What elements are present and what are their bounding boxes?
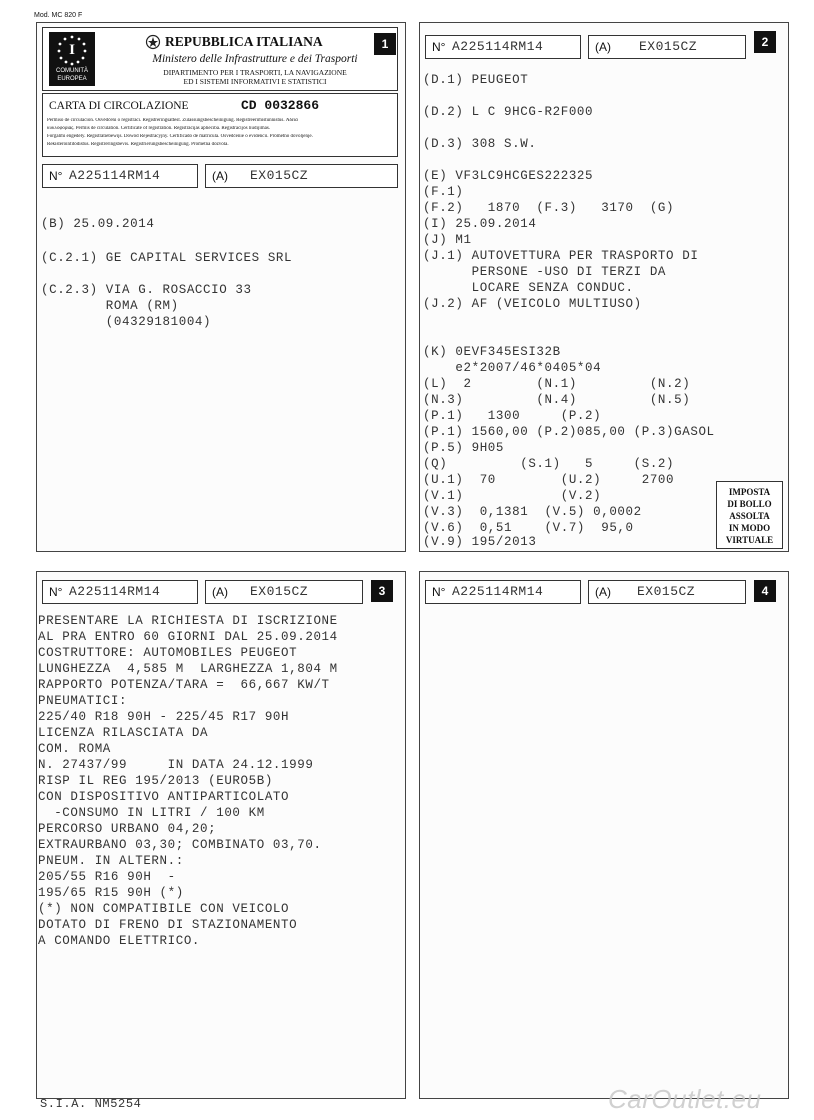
plate-box <box>205 164 398 188</box>
content-line: (V.9) 195/2013 <box>423 535 537 549</box>
registration-number-label: N° <box>49 169 63 183</box>
page-3-content <box>38 614 402 954</box>
page-2-panel <box>419 22 789 552</box>
content-line: LICENZA RILASCIATA DA <box>38 726 209 740</box>
content-line: (L) 2 (N.1) (N.2) <box>423 377 691 391</box>
content-line: (C.2.3) VIA G. ROSACCIO 33 <box>41 283 252 297</box>
content-line: (V.3) 0,1381 (V.5) 0,0002 <box>423 505 642 519</box>
document-title-box <box>42 93 398 157</box>
content-line: PERCORSO URBANO 04,20; <box>38 822 217 836</box>
content-line: COM. ROMA <box>38 742 111 756</box>
content-line: (04329181004) <box>41 315 212 329</box>
content-line: (F.1) <box>423 185 464 199</box>
page-3-panel <box>36 571 406 1099</box>
content-line: (I) 25.09.2014 <box>423 217 537 231</box>
content-line: RAPPORTO POTENZA/TARA = 66,667 KW/T <box>38 678 330 692</box>
plate-value: EX015CZ <box>639 39 698 54</box>
registration-number-value: A225114RM14 <box>69 168 161 183</box>
plate-box <box>205 580 363 604</box>
stamp-line: VIRTUALE <box>725 535 774 545</box>
content-line: PRESENTARE LA RICHIESTA DI ISCRIZIONE <box>38 614 338 628</box>
content-line: (D.1) PEUGEOT <box>423 73 529 87</box>
model-code: Mod. MC 820 F <box>34 12 83 19</box>
content-line: A COMANDO ELETTRICO. <box>38 934 201 948</box>
content-line: (B) 25.09.2014 <box>41 217 155 231</box>
content-line: EXTRAURBANO 03,30; COMBINATO 03,70. <box>38 838 322 852</box>
document-title: CARTA DI CIRCOLAZIONE <box>49 100 189 112</box>
page-number-4: 4 <box>754 580 776 602</box>
stamp-line: IN MODO <box>728 523 771 533</box>
multilingual-line-3: Forgalmi engedély. Registratiebewijs. Dowód Rejestracyjny. Certificado de matrícula. Osvedčenie o evidencii. Prometno dovoljenje. <box>47 134 313 139</box>
plate-label: (A) <box>595 40 611 54</box>
department-line-2: ED I SISTEMI INFORMATIVI E STATISTICI <box>183 77 327 86</box>
content-line: (C.2.1) GE CAPITAL SERVICES SRL <box>41 251 293 265</box>
content-line: N. 27437/99 IN DATA 24.12.1999 <box>38 758 314 772</box>
content-line: (K) 0EVF345ESI32B <box>423 345 561 359</box>
stamp-line: ASSOLTA <box>729 511 770 521</box>
plate-value: EX015CZ <box>250 584 309 599</box>
plate-label: (A) <box>595 585 611 599</box>
document-number: CD 0032866 <box>241 98 320 113</box>
registration-number-box <box>425 35 581 59</box>
page-1-content <box>41 217 401 367</box>
content-line: (D.2) L C 9HCG-R2F000 <box>423 105 594 119</box>
content-line: (N.3) (N.4) (N.5) <box>423 393 691 407</box>
content-line: PNEUM. IN ALTERN.: <box>38 854 184 868</box>
plate-value: EX015CZ <box>250 168 309 183</box>
eu-country: I <box>69 42 75 58</box>
plate-label: (A) <box>212 169 228 183</box>
registration-number-value: A225114RM14 <box>452 39 544 54</box>
multilingual-line-2: κυκλοφορίας. Permis de circulation. Certificate of registration. Reģistrācijas apliecība. Registracijos liudijimas. <box>47 126 271 131</box>
content-line: LUNGHEZZA 4,585 M LARGHEZZA 1,804 M <box>38 662 338 676</box>
content-line: 225/40 R18 90H - 225/45 R17 90H <box>38 710 290 724</box>
content-line: (F.2) 1870 (F.3) 3170 (G) <box>423 201 675 215</box>
content-line: LOCARE SENZA CONDUC. <box>423 281 634 295</box>
plate-box <box>588 35 746 59</box>
content-line: DOTATO DI FRENO DI STAZIONAMENTO <box>38 918 298 932</box>
plate-label: (A) <box>212 585 228 599</box>
registration-number-box <box>425 580 581 604</box>
registration-number-label: N° <box>432 40 446 54</box>
watermark: CarOutlet.eu <box>608 1084 762 1114</box>
content-line: PNEUMATICI: <box>38 694 128 708</box>
page-4-panel <box>419 571 789 1099</box>
content-line: (J) M1 <box>423 233 472 247</box>
content-line: (D.3) 308 S.W. <box>423 137 537 151</box>
content-line: ROMA (RM) <box>41 299 179 313</box>
multilingual-line-1: Permiso de circulación. Osvědčení o registraci. Registreringsattest. Zulassungsbescheinigung. Registreerimistunnistus. Άδεια <box>47 118 298 123</box>
content-line: 195/65 R15 90H (*) <box>38 886 184 900</box>
content-line: (P.1) 1300 (P.2) <box>423 409 602 423</box>
republic-title: REPUBBLICA ITALIANA <box>165 34 323 49</box>
emblem-icon <box>145 34 161 50</box>
content-line: AL PRA ENTRO 60 GIORNI DAL 25.09.2014 <box>38 630 338 644</box>
page-2-content <box>423 73 723 549</box>
registration-number-box <box>42 164 198 188</box>
content-line: (J.2) AF (VEICOLO MULTIUSO) <box>423 297 642 311</box>
content-line: (P.5) 9H05 <box>423 441 505 455</box>
multilingual-line-4: Rekisteröintitodistus. Registreringsbevis. Registrierungsbescheinigung. Prometna dozvola. <box>47 142 229 147</box>
footer-code: S.I.A. NM5254 <box>40 1097 142 1111</box>
content-line: CON DISPOSITIVO ANTIPARTICOLATO <box>38 790 290 804</box>
content-line: PERSONE -USO DI TERZI DA <box>423 265 667 279</box>
content-line: e2*2007/46*0405*04 <box>423 361 602 375</box>
header-box <box>42 27 398 91</box>
stamp-line: IMPOSTA <box>728 487 771 497</box>
page-number-2: 2 <box>754 31 776 53</box>
registration-number-box <box>42 580 198 604</box>
page-number-3: 3 <box>371 580 393 602</box>
ministry-name: Ministero delle Infrastrutture e dei Trasporti <box>152 53 358 65</box>
registration-number-value: A225114RM14 <box>452 584 544 599</box>
content-line: -CONSUMO IN LITRI / 100 KM <box>38 806 265 820</box>
content-line: (V.6) 0,51 (V.7) 95,0 <box>423 521 634 535</box>
virtual-stamp-duty-box <box>716 481 783 549</box>
eu-emblem <box>49 32 95 86</box>
department-line-1: DIPARTIMENTO PER I TRASPORTI, LA NAVIGAZIONE <box>163 68 347 77</box>
content-line: (U.1) 70 (U.2) 2700 <box>423 473 675 487</box>
content-line: (*) NON COMPATIBILE CON VEICOLO <box>38 902 290 916</box>
plate-box <box>588 580 746 604</box>
content-line: (Q) (S.1) 5 (S.2) <box>423 457 675 471</box>
stamp-line: DI BOLLO <box>727 499 772 509</box>
content-line: (V.1) (V.2) <box>423 489 602 503</box>
content-line: 205/55 R16 90H - <box>38 870 176 884</box>
content-line: (P.1) 1560,00 (P.2)085,00 (P.3)GASOL <box>423 425 715 439</box>
content-line: (J.1) AUTOVETTURA PER TRASPORTO DI <box>423 249 699 263</box>
registration-number-label: N° <box>49 585 63 599</box>
content-line: COSTRUTTORE: AUTOMOBILES PEUGEOT <box>38 646 298 660</box>
eu-label-1: COMUNITÀ <box>56 68 88 74</box>
registration-number-label: N° <box>432 585 446 599</box>
page-number-1: 1 <box>374 33 396 55</box>
registration-number-value: A225114RM14 <box>69 584 161 599</box>
plate-value: EX015CZ <box>637 584 696 599</box>
page-1-panel <box>36 22 406 552</box>
content-line: (E) VF3LC9HCGES222325 <box>423 169 594 183</box>
eu-label-2: EUROPEA <box>57 76 87 82</box>
content-line: RISP IL REG 195/2013 (EURO5B) <box>38 774 273 788</box>
